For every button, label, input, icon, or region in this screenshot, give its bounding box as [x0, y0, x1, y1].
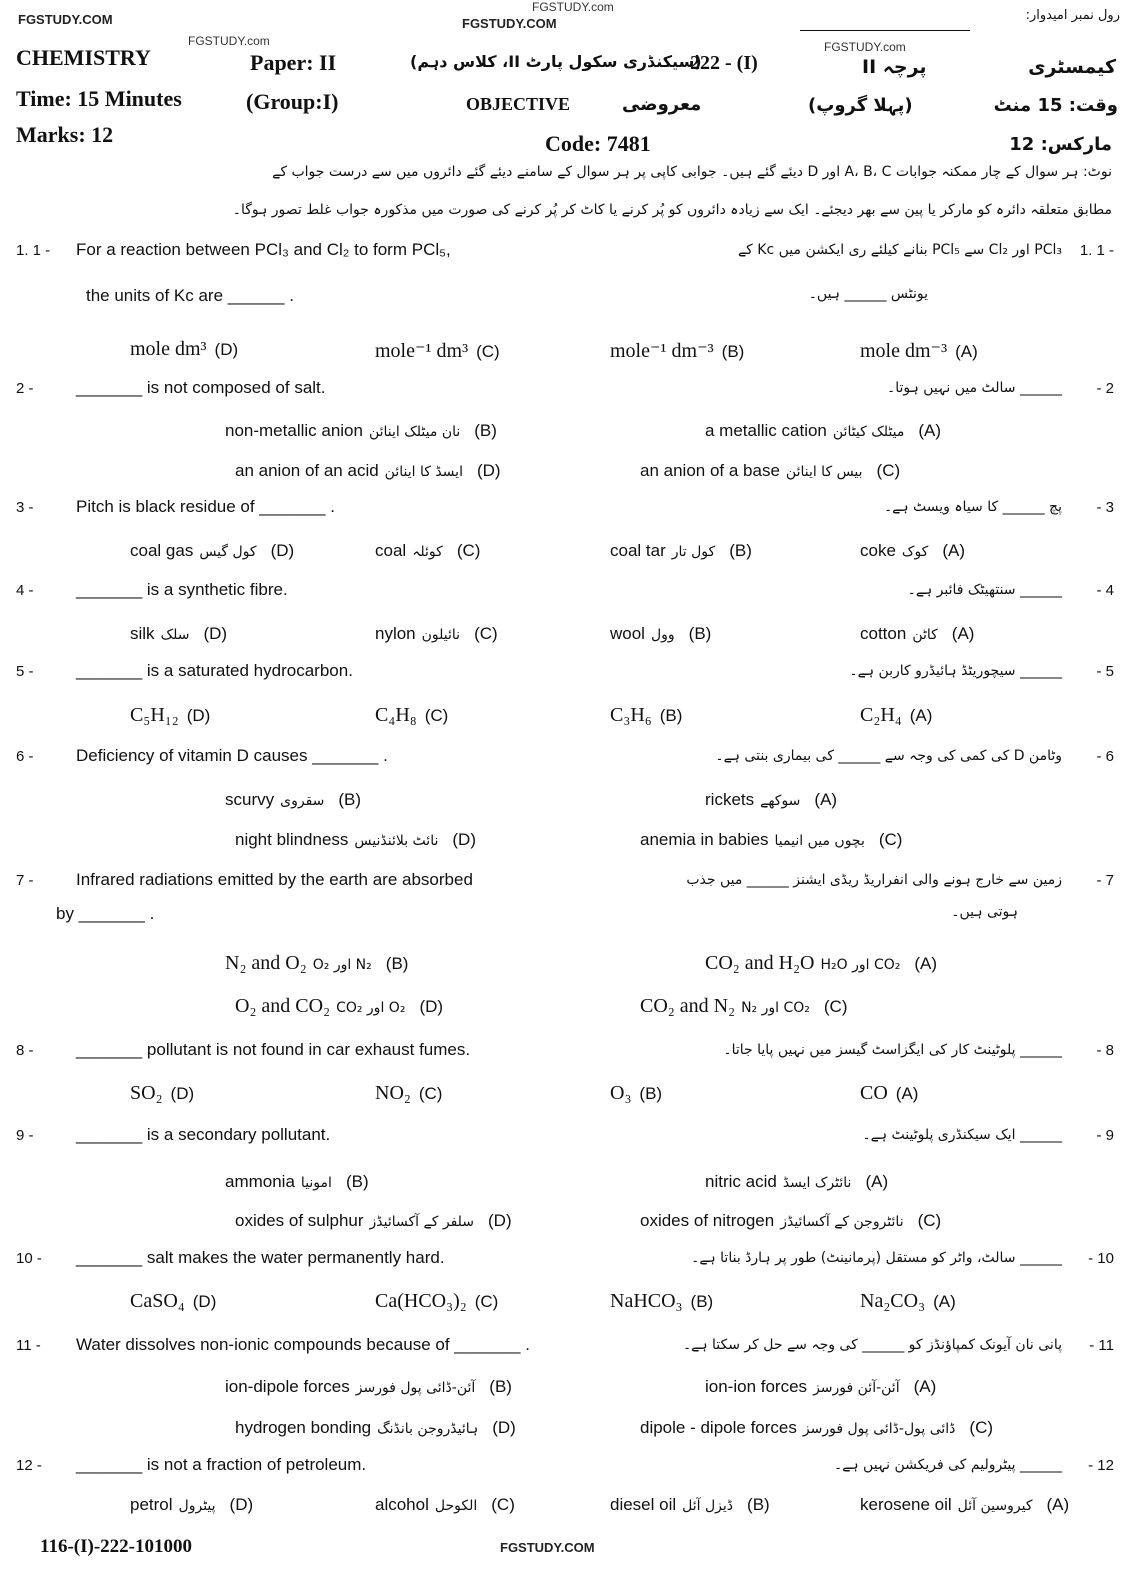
question-number: 5 -	[16, 663, 34, 680]
option-text-urdu: آئن-ڈائی پول فورسز	[355, 1380, 476, 1396]
option-text-urdu: N₂ اور CO₂	[741, 1000, 810, 1016]
option-a[interactable]	[705, 421, 941, 441]
question-number: 7 -	[16, 872, 34, 889]
option-label: (B)	[747, 1495, 770, 1514]
group: (Group:I)	[246, 89, 339, 114]
option-text: oxides of sulphur	[235, 1211, 364, 1230]
question-text: For a reaction between PCl₃ and Cl₂ to form PCl₅,	[76, 240, 451, 259]
question-number: 9 -	[16, 1127, 34, 1144]
paper-urdu: پرچہ II	[862, 56, 927, 78]
option-label: (A)	[951, 624, 975, 643]
question-text-urdu: ______ ایک سیکنڈری پلوٹینٹ ہے۔	[862, 1127, 1062, 1143]
question-number-urdu: 1. 1 -	[1079, 242, 1114, 259]
question-text: _______ pollutant is not found in car exhaust fumes.	[76, 1040, 471, 1059]
option-text: ion-dipole forces	[225, 1377, 350, 1396]
watermark: FGSTUDY.com	[532, 0, 614, 14]
option-c[interactable]	[375, 1495, 515, 1515]
option-label: (C)	[474, 624, 498, 643]
question-number-urdu: - 2	[1096, 380, 1114, 397]
option-text-urdu: سلک	[160, 627, 190, 643]
option-label: (C)	[474, 1292, 499, 1311]
option-b[interactable]	[225, 1377, 512, 1397]
footer-code: 116-(I)-222-101000	[40, 1536, 192, 1557]
option-text-urdu: بچوں میں انیمیا	[774, 833, 865, 849]
option-text: silk	[130, 624, 155, 643]
option-text: mole⁻¹ dm⁻³	[610, 340, 714, 362]
option-text-urdu: پیٹرول	[178, 1498, 216, 1514]
option-label: (D)	[452, 830, 476, 849]
option-text-urdu: کول گیس	[199, 544, 257, 560]
option-text: ammonia	[225, 1172, 295, 1191]
option-b[interactable]	[225, 421, 497, 441]
option-text: coal	[375, 541, 407, 560]
option-label: (D)	[214, 340, 239, 359]
option-label: (A)	[913, 1377, 937, 1396]
question-text: Deficiency of vitamin D causes _______ .	[76, 746, 388, 765]
question-number-urdu: - 3	[1096, 499, 1114, 516]
option-d[interactable]	[130, 1495, 253, 1515]
option-text: cotton	[860, 624, 907, 643]
option-c[interactable]	[640, 1418, 993, 1438]
option-label: (B)	[345, 1172, 369, 1191]
option-text-urdu: نان میٹلک اینائن	[368, 424, 461, 440]
question-number: 2 -	[16, 380, 34, 397]
option-text-urdu: آئن-آئن فورسز	[813, 1380, 900, 1396]
option-text: alcohol	[375, 1495, 429, 1514]
option-text: oxides of nitrogen	[640, 1211, 775, 1230]
title-urdu: (سیکنڈری سکول پارٹ II، کلاس دہم)	[410, 52, 702, 71]
option-a[interactable]	[860, 338, 978, 363]
group-urdu: (پہلا گروپ)	[808, 95, 913, 116]
option-label: (A)	[955, 342, 978, 361]
question-number: 8 -	[16, 1042, 34, 1059]
option-text: petrol	[130, 1495, 173, 1514]
option-text: CO₂ and N₂	[640, 995, 736, 1017]
option-c[interactable]	[375, 704, 448, 727]
option-text: Ca(HCO₃)₂	[375, 1290, 467, 1312]
option-label: (A)	[1046, 1495, 1070, 1514]
option-c[interactable]	[375, 1082, 442, 1105]
option-text: NO₂	[375, 1082, 411, 1104]
option-a[interactable]	[860, 1290, 956, 1313]
option-text: nylon	[375, 624, 416, 643]
question-number-urdu: - 5	[1096, 663, 1114, 680]
question-text: Pitch is black residue of _______ .	[76, 497, 335, 516]
option-text: wool	[610, 624, 645, 643]
question-number: 11 -	[16, 1337, 41, 1354]
question-number-urdu: - 8	[1096, 1042, 1114, 1059]
option-label: (B)	[639, 1084, 663, 1103]
time: Time: 15 Minutes	[16, 86, 182, 111]
option-c[interactable]	[375, 1290, 498, 1313]
option-text-urdu: نائٹروجن کے آکسائیڈز	[780, 1214, 904, 1230]
option-text: C₂H₄	[860, 704, 902, 726]
watermark: FGSTUDY.COM	[500, 1540, 595, 1555]
watermark: FGSTUDY.com	[824, 40, 906, 54]
question-number-urdu: - 11	[1089, 1337, 1114, 1354]
objective: OBJECTIVE	[466, 94, 571, 114]
option-text-urdu: امونیا	[300, 1175, 332, 1191]
option-c[interactable]	[640, 830, 902, 850]
question-text-urdu-continued: ہوتی ہیں۔	[951, 904, 1018, 920]
option-b[interactable]	[610, 624, 711, 644]
option-d[interactable]	[235, 1418, 516, 1438]
question-text: Water dissolves non-ionic compounds because of _______ .	[76, 1335, 530, 1354]
question-text: _______ salt makes the water permanently hard.	[76, 1248, 445, 1267]
watermark: FGSTUDY.COM	[462, 16, 557, 31]
option-text-urdu: CO₂ اور O₂	[336, 1000, 406, 1016]
option-label: (C)	[823, 997, 848, 1016]
marks-urdu: مارکس: 12	[1009, 134, 1112, 155]
option-label: (C)	[456, 541, 481, 560]
question-text-urdu-continued: یونٹس ______ ہیں۔	[808, 286, 928, 302]
question-text: _______ is a saturated hydrocarbon.	[76, 661, 353, 680]
question-number: 3 -	[16, 499, 34, 516]
option-text-urdu: سوکھے	[760, 793, 801, 809]
option-label: (D)	[203, 624, 228, 643]
option-text: N₂ and O₂	[225, 952, 307, 974]
paper: Paper: II	[250, 50, 337, 75]
option-c[interactable]	[640, 995, 848, 1018]
option-text: C₄H₈	[375, 704, 417, 726]
option-a[interactable]	[860, 1082, 918, 1105]
option-label: (B)	[721, 342, 745, 361]
roll-number-line	[800, 30, 970, 31]
option-label: (D)	[186, 706, 211, 725]
option-text-urdu: کاٹن	[912, 627, 938, 643]
option-a[interactable]	[705, 1377, 936, 1397]
option-label: (C)	[476, 342, 500, 361]
option-label: (D)	[192, 1292, 217, 1311]
option-text-urdu: سقروی	[280, 793, 325, 809]
option-text: anemia in babies	[640, 830, 769, 849]
option-label: (D)	[270, 541, 295, 560]
option-text: rickets	[705, 790, 755, 809]
option-label: (B)	[489, 1377, 512, 1396]
option-label: (D)	[419, 997, 444, 1016]
option-b[interactable]	[610, 338, 744, 363]
option-text: CO	[860, 1082, 888, 1104]
option-text-urdu: H₂O اور CO₂	[820, 957, 901, 973]
option-text: mole dm⁻³	[860, 340, 948, 362]
option-text: an anion of a base	[640, 461, 780, 480]
option-label: (C)	[491, 1495, 515, 1514]
option-text-urdu: میٹلک کیٹائن	[832, 424, 905, 440]
option-label: (A)	[914, 954, 938, 973]
question-number: 4 -	[16, 582, 34, 599]
option-label: (C)	[878, 830, 903, 849]
option-text: hydrogen bonding	[235, 1418, 372, 1437]
option-label: (D)	[492, 1418, 516, 1437]
option-label: (B)	[385, 954, 409, 973]
note-line-1: نوٹ: ہر سوال کے چار ممکنہ جوابات A، B، C اور D دیئے گئے ہیں۔ جوابی کاپی پر ہر سوال کے سامنے دیئے گئے دائروں میں سے درست جواب کے	[272, 164, 1112, 180]
subject-urdu: کیمسٹری	[1028, 56, 1116, 78]
option-c[interactable]	[640, 1211, 941, 1231]
option-b[interactable]	[610, 541, 752, 561]
question-number-urdu: - 7	[1096, 872, 1114, 889]
option-d[interactable]	[130, 704, 210, 727]
question-text: _______ is not composed of salt.	[76, 378, 326, 397]
option-d[interactable]	[130, 1082, 194, 1105]
question-number: 6 -	[16, 748, 34, 765]
option-text: Na₂CO₃	[860, 1290, 926, 1312]
option-b[interactable]	[225, 952, 408, 975]
option-a[interactable]	[705, 1172, 888, 1192]
option-label: (C)	[876, 461, 901, 480]
option-d[interactable]	[130, 541, 294, 561]
option-a[interactable]	[705, 952, 937, 975]
watermark: FGSTUDY.com	[188, 34, 270, 48]
option-label: (B)	[690, 1292, 714, 1311]
option-label: (B)	[729, 541, 752, 560]
option-text: CaSO₄	[130, 1290, 185, 1312]
option-text-urdu: بیس کا اینائن	[785, 464, 863, 480]
option-text: scurvy	[225, 790, 275, 809]
paper-code: 222 - (I)	[690, 52, 758, 74]
option-text-urdu: نائٹرک ایسڈ	[782, 1175, 852, 1191]
option-text: non-metallic anion	[225, 421, 363, 440]
option-label: (B)	[474, 421, 497, 440]
option-text: diesel oil	[610, 1495, 677, 1514]
option-text: an anion of an acid	[235, 461, 379, 480]
question-text-urdu: ______ سیچوریٹڈ ہائیڈرو کاربن ہے۔	[849, 663, 1062, 679]
option-label: (A)	[909, 706, 933, 725]
question-text: _______ is a secondary pollutant.	[76, 1125, 331, 1144]
option-text-urdu: نائیلون	[421, 627, 461, 643]
option-text: dipole - dipole forces	[640, 1418, 797, 1437]
option-text-urdu: نائٹ بلائنڈنیس	[354, 833, 439, 849]
option-text-urdu: سلفر کے آکسائیڈز	[369, 1214, 475, 1230]
question-number: 12 -	[16, 1457, 42, 1474]
option-label: (A)	[895, 1084, 919, 1103]
option-b[interactable]	[610, 1495, 770, 1515]
option-d[interactable]	[235, 461, 501, 481]
option-label: (C)	[424, 706, 449, 725]
option-text-urdu: ڈیزل آئل	[682, 1498, 734, 1514]
option-d[interactable]	[130, 338, 238, 361]
option-label: (B)	[338, 790, 362, 809]
option-text: nitric acid	[705, 1172, 777, 1191]
question-text: _______ is a synthetic fibre.	[76, 580, 288, 599]
option-text: NaHCO₃	[610, 1290, 683, 1312]
option-label: (D)	[170, 1084, 195, 1103]
option-d[interactable]	[235, 1211, 512, 1231]
option-a[interactable]	[860, 624, 974, 644]
option-a[interactable]	[860, 1495, 1069, 1515]
question-text-urdu: PCl₃ اور Cl₂ سے PCl₅ بنانے کیلئے ری ایکشن میں Kc کے	[737, 242, 1062, 258]
option-label: (B)	[688, 624, 712, 643]
question-text-urdu: پچ ______ کا سیاہ ویسٹ ہے۔	[883, 499, 1062, 515]
option-label: (A)	[933, 1292, 956, 1311]
objective-urdu: معروضی	[622, 94, 702, 115]
question-number: 10 -	[16, 1250, 42, 1267]
option-text-urdu: وول	[650, 627, 675, 643]
option-d[interactable]	[235, 995, 443, 1018]
option-label: (C)	[969, 1418, 994, 1437]
question-text: _______ is not a fraction of petroleum.	[76, 1455, 367, 1474]
question-text-urdu: ______ سالٹ میں نہیں ہوتا۔	[887, 380, 1062, 396]
question-text-continued: by _______ .	[56, 904, 155, 923]
option-label: (C)	[917, 1211, 942, 1230]
option-label: (D)	[488, 1211, 512, 1230]
note-line-2: مطابق متعلقہ دائرہ کو مارکر یا پین سے بھر دیجئے۔ ایک سے زیادہ دائروں کو پُر کرنے یا کاٹ کر پُر کرنے کی صورت میں مذکورہ جواب غلط تصور ہوگا۔	[232, 202, 1112, 218]
option-text-urdu: ایسڈ کا اینائن	[384, 464, 463, 480]
option-text-urdu: الکوحل	[434, 1498, 478, 1514]
option-text: a metallic cation	[705, 421, 827, 440]
option-text-urdu: ڈائی پول-ڈائی پول فورسز	[802, 1421, 956, 1437]
question-text: Infrared radiations emitted by the earth are absorbed	[76, 870, 473, 889]
code: Code: 7481	[545, 131, 651, 156]
option-text: coke	[860, 541, 896, 560]
question-number-urdu: - 12	[1088, 1457, 1114, 1474]
option-text-urdu: ہائیڈروجن بانڈنگ	[377, 1421, 479, 1437]
option-text: ion-ion forces	[705, 1377, 808, 1396]
option-text: O₂ and CO₂	[235, 995, 331, 1017]
question-number-urdu: - 6	[1096, 748, 1114, 765]
option-text: mole⁻¹ dm³	[375, 340, 469, 362]
option-text: C₅H₁₂	[130, 704, 179, 726]
option-a[interactable]	[860, 704, 932, 727]
subject: CHEMISTRY	[16, 45, 151, 70]
time-urdu: وقت: 15 منٹ	[993, 95, 1118, 116]
option-text: night blindness	[235, 830, 349, 849]
option-text-urdu: کوک	[901, 544, 929, 560]
option-text: kerosene oil	[860, 1495, 952, 1514]
question-text-urdu: پانی نان آیونک کمپاؤنڈز کو ______ کی وجہ سے حل کر سکتا ہے۔	[682, 1337, 1062, 1353]
option-b[interactable]	[225, 790, 361, 810]
option-label: (A)	[942, 541, 966, 560]
option-label: (D)	[229, 1495, 254, 1514]
option-b[interactable]	[610, 704, 682, 727]
roll-number-label: رول نمبر امیدوار:	[1025, 8, 1120, 23]
question-number: 1. 1 -	[16, 242, 51, 259]
question-text-urdu: زمین سے خارج ہونے والی انفراریڈ ریڈی ایشنز ______ میں جذب	[686, 872, 1062, 888]
option-text: coal gas	[130, 541, 194, 560]
option-text-urdu: کوئلہ	[412, 544, 443, 560]
option-b[interactable]	[610, 1082, 662, 1105]
question-number-urdu: - 10	[1088, 1250, 1114, 1267]
question-text-continued: the units of Kc are ______ .	[86, 286, 294, 305]
question-text-urdu: ______ سالٹ، واٹر کو مستقل (پرمانینٹ) طور پر ہارڈ بناتا ہے۔	[691, 1250, 1062, 1266]
question-text-urdu: ______ پلوٹینٹ کار کی ایگزاسٹ گیسز میں نہیں پایا جاتا۔	[723, 1042, 1062, 1058]
option-label: (A)	[918, 421, 942, 440]
option-a[interactable]	[860, 541, 965, 561]
option-text-urdu: O₂ اور N₂	[312, 957, 372, 973]
option-text: CO₂ and H₂O	[705, 952, 815, 974]
option-c[interactable]	[640, 461, 900, 481]
question-number-urdu: - 4	[1096, 582, 1114, 599]
option-text-urdu: کیروسین آئل	[957, 1498, 1033, 1514]
question-text-urdu: ______ سنتھیٹک فائبر ہے۔	[907, 582, 1062, 598]
watermark: FGSTUDY.COM	[18, 12, 113, 27]
option-label: (A)	[865, 1172, 889, 1191]
option-c[interactable]	[375, 541, 480, 561]
option-text: O₃	[610, 1082, 632, 1104]
option-c[interactable]	[375, 624, 498, 644]
option-text-urdu: کول تار	[671, 544, 716, 560]
option-label: (C)	[418, 1084, 443, 1103]
option-d[interactable]	[130, 624, 227, 644]
option-text: SO₂	[130, 1082, 163, 1104]
option-label: (B)	[659, 706, 683, 725]
question-text-urdu: وٹامن D کی کمی کی وجہ سے ______ کی بیماری بنتی ہے۔	[715, 748, 1062, 764]
option-d[interactable]	[235, 830, 476, 850]
option-d[interactable]	[130, 1290, 216, 1313]
option-label: (A)	[814, 790, 838, 809]
option-a[interactable]	[705, 790, 837, 810]
option-text: C₃H₆	[610, 704, 652, 726]
option-b[interactable]	[610, 1290, 713, 1313]
option-c[interactable]	[375, 338, 500, 363]
question-text-urdu: ______ پیٹرولیم کی فریکشن نہیں ہے۔	[833, 1457, 1062, 1473]
option-text: coal tar	[610, 541, 666, 560]
marks: Marks: 12	[16, 122, 114, 147]
option-label: (D)	[476, 461, 501, 480]
question-number-urdu: - 9	[1096, 1127, 1114, 1144]
option-b[interactable]	[225, 1172, 369, 1192]
option-text: mole dm³	[130, 338, 207, 360]
